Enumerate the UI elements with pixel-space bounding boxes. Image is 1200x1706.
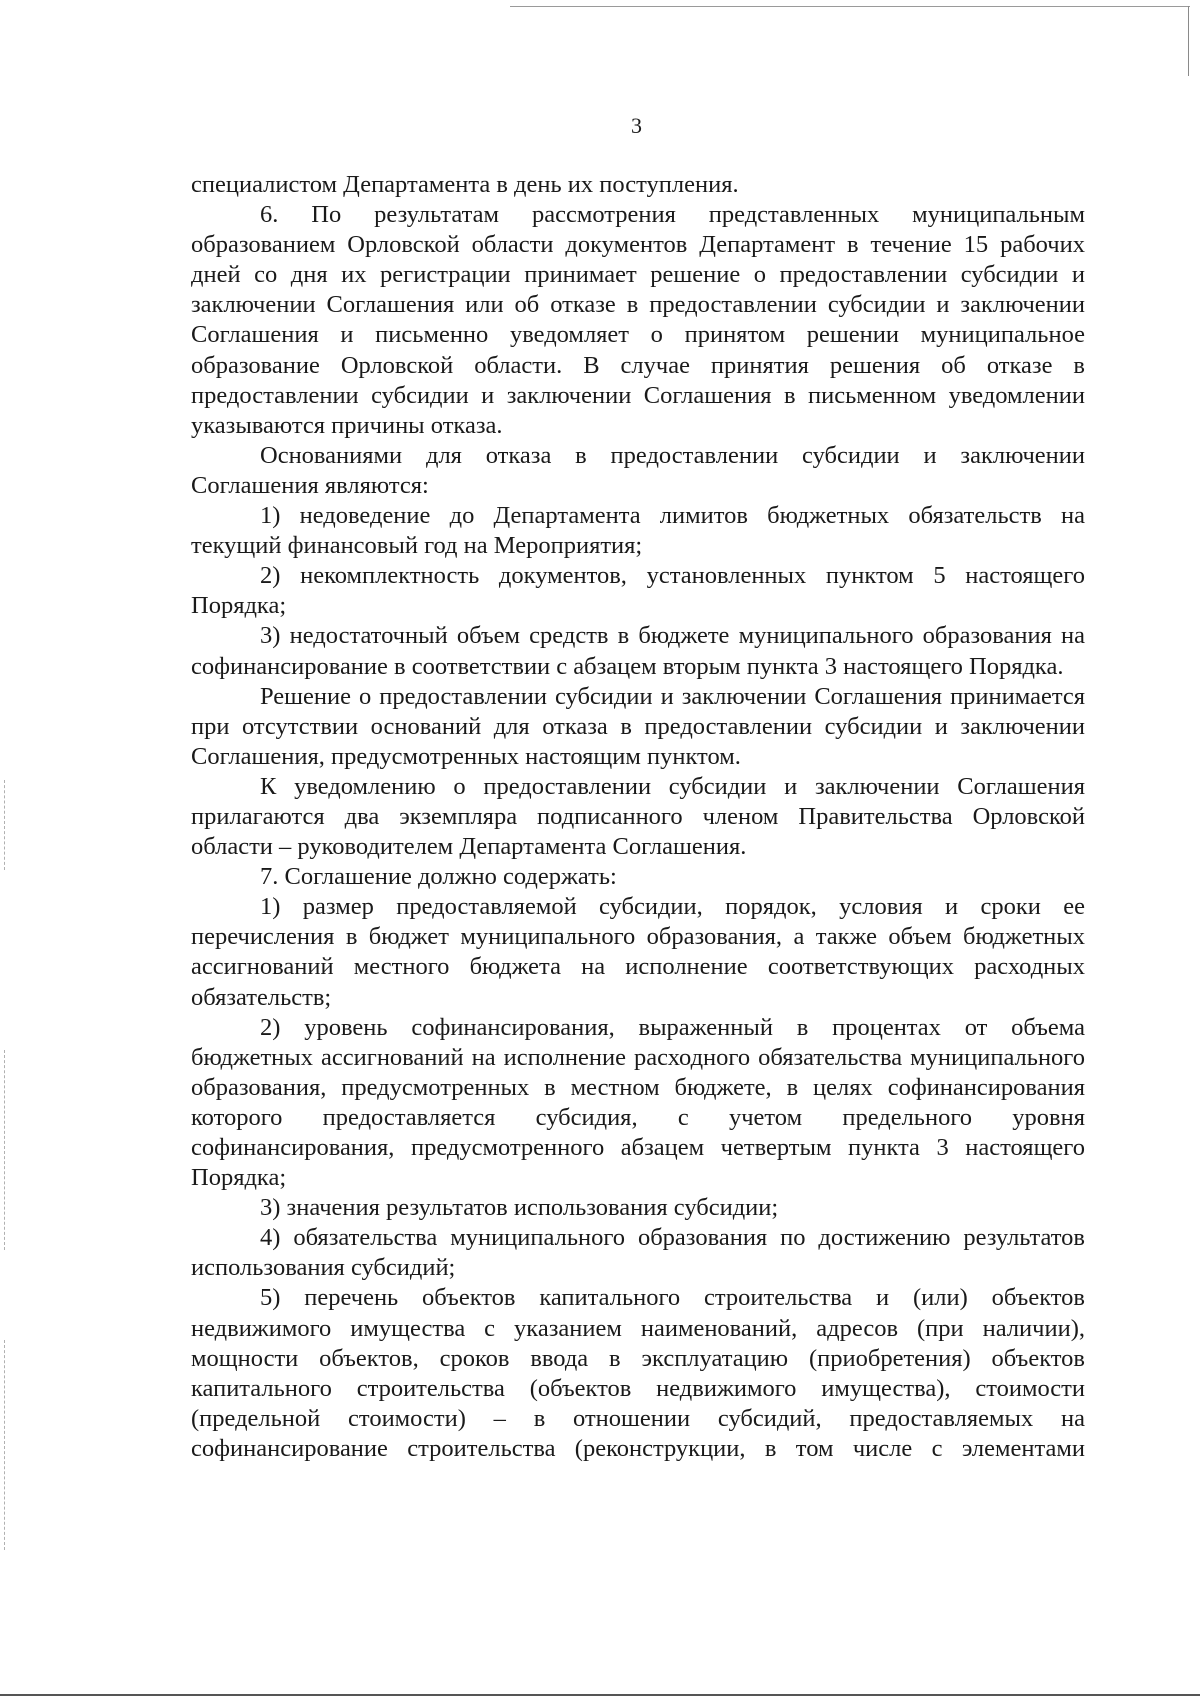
list-item: 1) недоведение до Департамента лимитов бюджетных обязательств на текущий финансовый год на Мероприятия; [191,502,1085,560]
paragraph: К уведомлению о предоставлении субсидии и заключении Соглашения прилагаются два экземпляра подписанного членом Правительства Орловской области – руководителем Департамента Соглашения. [191,772,1085,861]
scan-margin-mark [4,1340,5,1550]
scan-margin-mark [4,780,5,870]
paragraph: Основаниями для отказа в предоставлении субсидии и заключении Соглашения являются: [191,441,1085,499]
list-item: 3) недостаточный объем средств в бюджете муниципального образования на софинансирование в соответствии с абзацем вторым пункта 3 настоящего Порядка. [191,622,1085,680]
list-item: 2) уровень софинансирования, выраженный в процентах от объема бюджетных ассигнований на исполнение расходного обязательства муниципального образования, предусмотренных в местном бюджете, в целях софинансирования которого предоставляется субсидия, с учетом предельного уровня софинансирования, предусмотренного абзацем четвертым пункта 3 настоящего Порядка; [191,1013,1085,1192]
paragraph: 6. По результатам рассмотрения представленных муниципальным образованием Орловской области документов Департамент в течение 15 рабочих дней со дня их регистрации принимает решение о предоставлении субсидии и заключении Соглашения или об отказе в предоставлении субсидии и заключении Соглашения и письменно уведомляет о принятом решении муниципальное образование Орловской области. В случае принятия решения об отказе в предоставлении субсидии и заключении Соглашения в письменном уведомлении указываются причины отказа. [191,201,1085,439]
list-item: 5) перечень объектов капитального строительства и (или) объектов недвижимого имущества с указанием наименований, адресов (при наличии), мощности объектов, сроков ввода в эксплуатацию (приобретения) объектов капитального строительства (объектов недвижимого имущества), стоимости (предельной стоимости) – в отношении субсидий, предоставляемых на софинансирование строительства (реконструкции, в том числе с элементами [191,1284,1085,1462]
list-item: 2) некомплектность документов, установленных пунктом 5 настоящего Порядка; [191,562,1085,620]
section-heading: 7. Соглашение должно содержать: [260,863,617,891]
paragraph: специалистом Департамента в день их поступления. [191,171,739,198]
list-item: 3) значения результатов использования субсидии; [260,1194,779,1222]
list-item: 1) размер предоставляемой субсидии, порядок, условия и сроки ее перечисления в бюджет муниципального образования, а также объем бюджетных ассигнований местного бюджета на исполнение соответствующих расходных обязательств; [191,893,1085,1011]
paragraph: Решение о предоставлении субсидии и заключении Соглашения принимается при отсутствии оснований для отказа в предоставлении субсидии и заключении Соглашения, предусмотренных настоящим пунктом. [191,682,1085,770]
scan-margin-mark [4,1050,5,1250]
scan-edge-top [510,6,1190,7]
scan-edge-bottom [0,1694,1200,1696]
document-body [191,170,1085,1464]
page-number: 3 [631,113,642,138]
list-item: 4) обязательства муниципального образования по достижению результатов использования субсидий; [191,1224,1085,1282]
scan-edge-right [1188,6,1189,76]
